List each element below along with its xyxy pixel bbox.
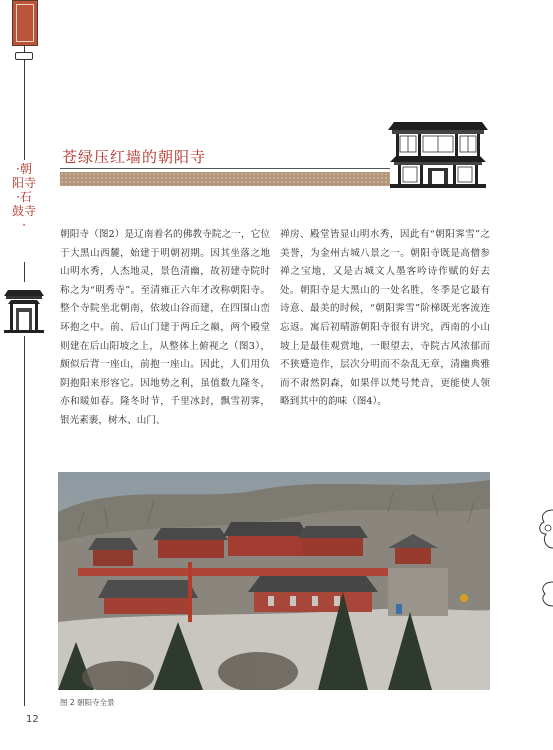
page-number: 12: [26, 714, 39, 725]
title-decorative-bar: [60, 172, 390, 186]
rail-knot: [15, 52, 33, 60]
cloud-scroll-ornament: [536, 580, 553, 608]
section-title: 苍绿压红墙的朝阳寺: [62, 148, 207, 166]
margin-chapter-title: ·朝阳寺·石鼓寺·: [12, 162, 37, 232]
temple-hall-illustration: [388, 120, 488, 190]
figure-caption: 图 2 朝阳寺全景: [60, 698, 115, 707]
temple-panorama-photo: [58, 472, 490, 690]
title-underline: [60, 168, 390, 169]
rail-line: [24, 262, 25, 282]
body-text-right-column: 禅房、殿堂皆显山明水秀，因此有“朝阳霁雪”之美誉，为金州古城八景之一。朝阳寺既是高僧参禅之宝地，又是古城文人墨客吟诗作赋的好去处。朝阳寺是大黑山的一处名胜，冬季是它最有诗意、最美的时候，“朝阳霁雪”阶梯既光客流连忘返。寓后初晴游朝阳寺很有讲究，西南的小山坡上是最佳观赏地，一眼望去，寺院古风浓郁而不狭蹙造作，层次分明而不杂乱无章，清幽典雅而不肃然阴森，如果伴以梵号梵音，更能使人领略到其中的韵味（图4）。: [280, 229, 490, 408]
section-header: [60, 120, 488, 190]
body-text-left-column: 朝阳寺（图2）是辽南着名的佛教寺院之一，它位于大黑山西麓，始建于明朝初期。因其坐落之地山明水秀，人杰地灵，景色清幽，故初建寺院时称之为“明秀寺”。至清雍正六年才改称朝阳寺。整个寺院坐北朝南，依坡山谷而建，在四围山峦环抱之中。前、后山门建于两丘之巅，两个殿堂则建在后山阳坡之上，从整体上俯视之（图3），颇似后背一座山，前抱一座山。因此，人们用负阴抱阳来形容它。因地势之利，虽值数九隆冬，亦和暖如春。隆冬时节，千里冰封，飘雪初霁，银光素裹，树木、山门、: [60, 229, 270, 426]
rail-line: [24, 60, 25, 160]
rail-line: [24, 336, 25, 706]
cloud-scroll-ornament: [536, 508, 553, 550]
rail-top-ornament: [12, 0, 38, 46]
temple-gate-icon: [0, 282, 48, 336]
